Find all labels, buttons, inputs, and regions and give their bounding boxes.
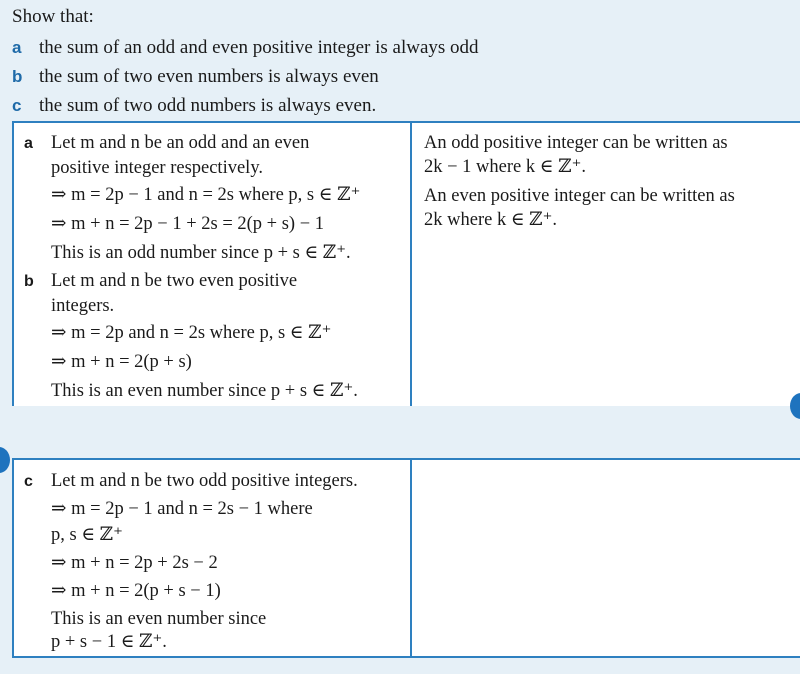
note-line: An odd positive integer can be written as	[424, 133, 728, 153]
intro-title: Show that:	[12, 6, 94, 27]
working-line: ⇒ m + n = 2(p + s − 1)	[51, 581, 221, 601]
working-line: ⇒ m + n = 2p + 2s − 2	[51, 553, 218, 573]
working-line: p + s − 1 ∈ ℤ⁺.	[51, 632, 167, 652]
working-line: p, s ∈ ℤ⁺	[51, 525, 123, 545]
working-line: Let m and n be two odd positive integers.	[51, 471, 358, 491]
column-divider	[410, 123, 412, 406]
question-text: the sum of two even numbers is always even	[39, 66, 379, 87]
column-divider	[410, 460, 412, 656]
question-letter: b	[12, 67, 23, 86]
working-line: This is an odd number since p + s ∈ ℤ⁺.	[51, 243, 351, 263]
working-line: ⇒ m = 2p − 1 and n = 2s where p, s ∈ ℤ⁺	[51, 185, 361, 205]
working-line: ⇒ m + n = 2(p + s)	[51, 352, 192, 372]
solution-card-1	[12, 121, 800, 406]
page-edge-marker	[0, 447, 10, 473]
working-line: ⇒ m = 2p and n = 2s where p, s ∈ ℤ⁺	[51, 323, 332, 343]
working-line: This is an even number since p + s ∈ ℤ⁺.	[51, 381, 358, 401]
question-letter: c	[12, 96, 22, 115]
working-line: ⇒ m + n = 2p − 1 + 2s = 2(p + s) − 1	[51, 214, 325, 234]
part-label-c: c	[24, 473, 33, 490]
question-item-c	[12, 95, 376, 117]
solution-card-2	[12, 458, 800, 658]
note-line: 2k where k ∈ ℤ⁺.	[424, 210, 558, 230]
working-line: Let m and n be two even positive	[51, 271, 298, 291]
working-line: positive integer respectively.	[51, 158, 263, 178]
working-line: ⇒ m = 2p − 1 and n = 2s − 1 where	[51, 499, 313, 519]
question-text: the sum of two odd numbers is always even.	[39, 95, 377, 116]
question-item-a	[12, 37, 479, 59]
question-letter: a	[12, 38, 22, 57]
working-line: integers.	[51, 296, 115, 316]
note-line: 2k − 1 where k ∈ ℤ⁺.	[424, 157, 586, 177]
part-label-a: a	[24, 135, 33, 152]
question-text: the sum of an odd and even positive integer is always odd	[39, 37, 479, 58]
working-line: Let m and n be an odd and an even	[51, 133, 310, 153]
part-label-b: b	[24, 273, 34, 290]
question-item-b	[12, 66, 379, 88]
working-line: This is an even number since	[51, 609, 267, 629]
card-gap	[0, 406, 800, 446]
note-line: An even positive integer can be written as	[424, 186, 735, 206]
